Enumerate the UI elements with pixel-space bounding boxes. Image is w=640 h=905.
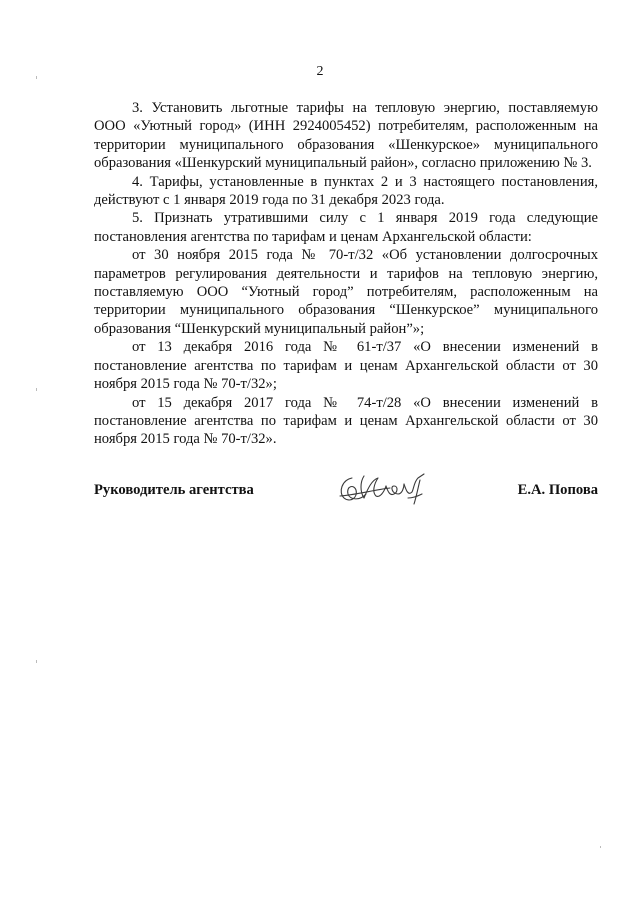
repealed-decree-2016: от 13 декабря 2016 года № 61-т/37 «О внесении изменений в постановление агентства по тарифам и ценам Архангельской области от 30 ноября 2015 года № 70-т/32»; bbox=[94, 339, 598, 393]
document-body bbox=[94, 99, 598, 449]
scan-artifact bbox=[36, 660, 37, 663]
paragraph-item-4: 4. Тарифы, установленные в пунктах 2 и 3 настоящего постановления, действуют с 1 января 2019 года по 31 декабря 2023 года. bbox=[94, 173, 598, 209]
paragraph-item-3: 3. Установить льготные тарифы на тепловую энергию, поставляемую ООО «Уютный город» (ИНН 2924005452) потребителям, расположенным на территории муниципального образования «Шенкурское» муниципального образования «Шенкурский муниципальный район», согласно приложению № 3. bbox=[94, 100, 598, 172]
signatory-name: Е.А. Попова bbox=[517, 482, 598, 498]
paragraph-item-5: 5. Признать утратившими силу с 1 января 2019 года следующие постановления агентства по тарифам и ценам Архангельской области: bbox=[94, 210, 598, 245]
signature-block bbox=[94, 468, 598, 512]
scan-artifact bbox=[36, 76, 37, 79]
page-number: 2 bbox=[316, 64, 324, 79]
scan-artifact bbox=[600, 846, 601, 848]
repealed-decree-2017: от 15 декабря 2017 года № 74-т/28 «О внесении изменений в постановление агентства по тарифам и ценам Архангельской области от 30 ноября 2015 года № 70-т/32». bbox=[94, 394, 598, 448]
repealed-decree-2015: от 30 ноября 2015 года № 70-т/32 «Об установлении долгосрочных параметров регулирования деятельности и тарифов на тепловую энергию, поставляемую ООО “Уютный город” потребителям, расположенным на территории муниципального образования “Шенкурское” муниципального образования “Шенкурский муниципальный район”»; bbox=[94, 247, 598, 337]
scan-artifact bbox=[36, 388, 37, 391]
signatory-title: Руководитель агентства bbox=[94, 482, 254, 498]
handwritten-signature bbox=[334, 468, 444, 508]
